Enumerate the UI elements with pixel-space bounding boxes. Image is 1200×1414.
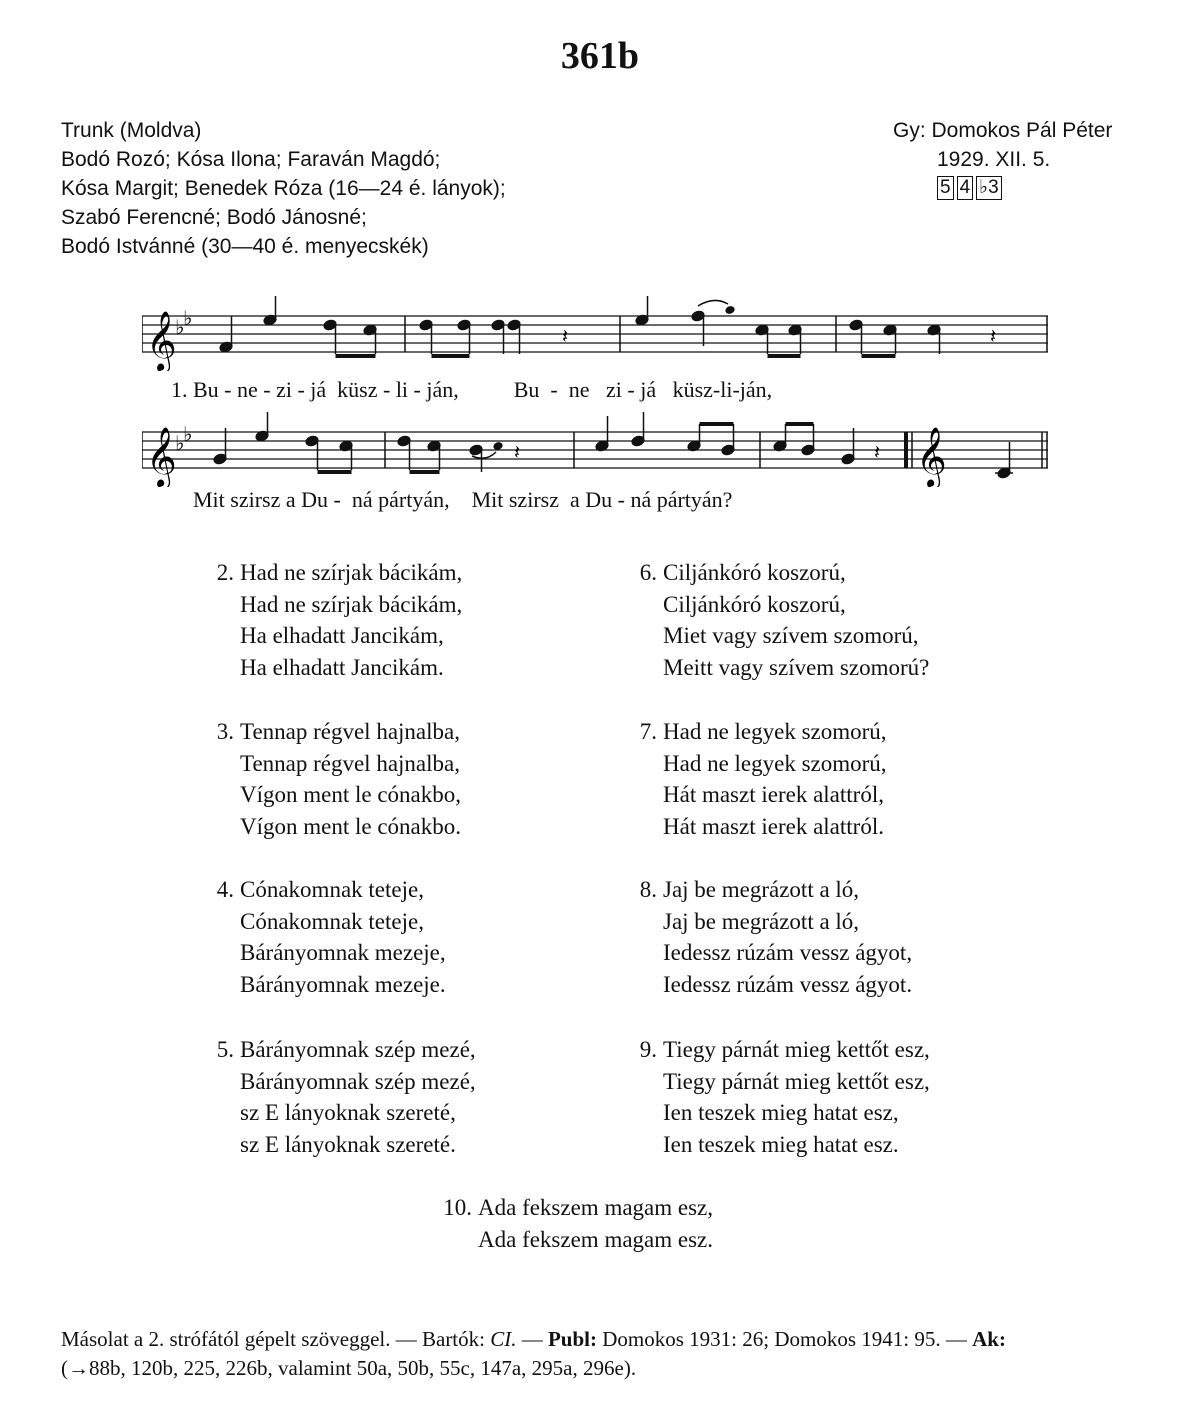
stanza-line: Ciljánkóró koszorú, <box>663 560 846 585</box>
staff-lines <box>142 316 1048 352</box>
stanza-line: Had ne szírjak bácikám, <box>240 560 463 585</box>
source-line: Bodó Istvánné (30—40 é. menyecskék) <box>61 235 429 258</box>
stanza-line: Had ne legyek szomorú, <box>663 719 887 744</box>
stanza-line: Bárányomnak szép mezé, <box>240 1037 476 1062</box>
notes <box>213 412 1013 479</box>
rest-icon: 𝄽 <box>514 440 521 464</box>
cadence-mark: 5 <box>937 176 954 200</box>
cadence-marks <box>893 176 1112 200</box>
stanza-line: Vígon ment le cónakbo. <box>240 813 462 839</box>
treble-clef-icon: 𝄞 <box>146 311 177 371</box>
stanza-number: 8. <box>639 877 657 902</box>
stanza-number: 7. <box>639 719 657 744</box>
stanza-line: Tiegy párnát mieg kettőt esz, <box>663 1068 930 1094</box>
stanza-line: Tennap régvel hajnalba, <box>240 719 460 744</box>
stanza-line: Ciljánkóró koszorú, <box>663 591 846 617</box>
flat-icon: ♭ <box>175 431 185 455</box>
footnote <box>61 1325 1151 1383</box>
stanza-line: Hát maszt ierek alattról. <box>663 813 884 839</box>
cadence-mark: 4 <box>957 176 974 200</box>
music-staff-1 <box>142 296 1052 371</box>
stanza-line: Had ne szírjak bácikám, <box>240 591 463 617</box>
flat-icon: ♭ <box>175 315 185 339</box>
cadence-mark: ♭3 <box>976 176 1002 200</box>
source-line: Kósa Margit; Benedek Róza (16—24 é. lányok); <box>61 177 506 200</box>
stanza-7 <box>639 716 887 842</box>
stanza-6 <box>639 557 930 683</box>
stanza-number: 9. <box>639 1037 657 1062</box>
notes <box>219 296 941 356</box>
stanza-number: 5. <box>216 1037 234 1062</box>
stanza-number: 4. <box>216 877 234 902</box>
collection-date: 1929. XII. 5. <box>937 148 1051 171</box>
rest-icon: 𝄽 <box>874 440 881 464</box>
source-line: Bodó Rozó; Kósa Ilona; Faraván Magdó; <box>61 148 441 171</box>
stanza-line: Tennap régvel hajnalba, <box>240 750 460 776</box>
stanza-number: 10. <box>443 1195 472 1220</box>
stanza-line: Meitt vagy szívem szomorú? <box>663 654 930 680</box>
stanza-10 <box>443 1192 714 1255</box>
stanza-line: Jaj be megrázott a ló, <box>663 877 860 902</box>
page-number: 361b <box>560 35 640 77</box>
collector-info <box>893 116 1112 200</box>
footnote-text: — <box>516 1327 548 1351</box>
stanza-line: Cónakomnak teteje, <box>240 908 424 934</box>
source-line: Szabó Ferencné; Bodó Jánosné; <box>61 206 367 229</box>
lyric-line-2: Mit szirsz a Du - ná pártyán, Mit szirsz a Du - ná pártyán? <box>193 487 733 512</box>
stanza-line: Vígon ment le cónakbo, <box>240 782 462 807</box>
stanza-line: Bárányomnak mezeje. <box>240 971 446 997</box>
stanza-line: sz E lányoknak szereté. <box>240 1131 456 1157</box>
ak-label: Ak: <box>972 1327 1006 1351</box>
stanza-number: 2. <box>216 560 234 585</box>
flat-icon: ♭ <box>183 422 193 446</box>
stanza-8 <box>639 874 913 1000</box>
treble-clef-icon: 𝄞 <box>146 427 177 487</box>
stanza-line: Ada fekszem magam esz, <box>478 1195 714 1220</box>
stanza-4 <box>216 874 446 1000</box>
stanza-line: Tiegy párnát mieg kettőt esz, <box>663 1037 930 1062</box>
footnote-line-2: (→88b, 120b, 225, 226b, valamint 50a, 50b, 55c, 147a, 295a, 296e). <box>61 1356 637 1380</box>
stanza-5 <box>216 1034 476 1160</box>
stanza-line: Iedessz rúzám vessz ágyot, <box>663 940 913 965</box>
source-info <box>61 116 506 261</box>
bartok-reference: CI. <box>490 1327 517 1351</box>
treble-clef-icon: 𝄞 <box>916 427 947 487</box>
stanza-line: Miet vagy szívem szomorú, <box>663 623 919 648</box>
stanza-line: Had ne legyek szomorú, <box>663 750 887 776</box>
stanza-line: Bárányomnak mezeje, <box>240 940 446 965</box>
publ-label: Publ: <box>547 1327 597 1351</box>
stanza-line: Ha elhadatt Jancikám, <box>240 623 444 648</box>
source-line: Trunk (Moldva) <box>61 119 202 142</box>
stanza-9 <box>639 1034 930 1160</box>
flat-icon: ♭ <box>183 306 193 330</box>
stanza-number: 6. <box>639 560 657 585</box>
stanza-line: Ien teszek mieg hatat esz. <box>663 1131 899 1157</box>
stanza-line: Cónakomnak teteje, <box>240 877 424 902</box>
footnote-text: Másolat a 2. strófától gépelt szöveggel. — Bartók: <box>61 1327 491 1351</box>
footnote-line-1 <box>61 1325 1151 1354</box>
stanza-3 <box>216 716 462 842</box>
music-staff-2 <box>142 412 1052 487</box>
stanza-line: Jaj be megrázott a ló, <box>663 908 860 934</box>
stanza-line: Ien teszek mieg hatat esz, <box>663 1100 899 1125</box>
rest-icon: 𝄽 <box>562 324 569 348</box>
lyric-line-1: 1. Bu - ne - zi - já küsz - li - ján, Bu - ne zi - já küsz-li-ján, <box>171 377 773 402</box>
stanza-2 <box>216 557 463 683</box>
stanza-line: Iedessz rúzám vessz ágyot. <box>663 971 913 997</box>
stanza-line: Ha elhadatt Jancikám. <box>240 654 444 680</box>
rest-icon: 𝄽 <box>990 324 997 348</box>
stanza-line: Hát maszt ierek alattról, <box>663 782 884 807</box>
slur <box>698 300 728 306</box>
collector: Gy: Domokos Pál Péter <box>893 119 1113 142</box>
stanza-line: sz E lányoknak szereté, <box>240 1100 456 1125</box>
stanza-line: Bárányomnak szép mezé, <box>240 1068 476 1094</box>
stanza-line: Ada fekszem magam esz. <box>478 1226 714 1252</box>
publ-text: Domokos 1931: 26; Domokos 1941: 95. — <box>597 1327 973 1351</box>
stanza-number: 3. <box>216 719 234 744</box>
